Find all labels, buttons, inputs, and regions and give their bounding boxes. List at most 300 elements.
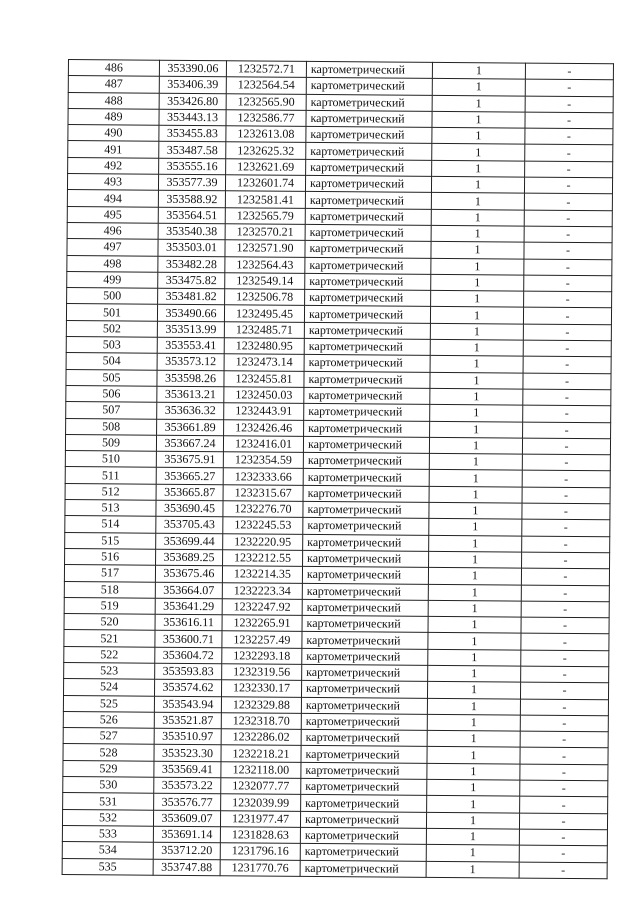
- x-coordinate-cell: 353481.82: [158, 288, 225, 305]
- method-cell: картометрический: [302, 583, 428, 600]
- point-number-cell: 509: [65, 434, 156, 451]
- accuracy-cell: 1: [432, 111, 525, 128]
- accuracy-cell: 1: [430, 388, 523, 405]
- point-number-cell: 529: [63, 760, 154, 777]
- method-cell: картометрический: [302, 567, 428, 584]
- point-number-cell: 530: [63, 777, 154, 794]
- method-cell: картометрический: [304, 371, 430, 388]
- x-coordinate-cell: 353540.38: [158, 223, 225, 240]
- y-coordinate-cell: 1232455.81: [224, 370, 304, 387]
- x-coordinate-cell: 353664.07: [155, 582, 222, 599]
- y-coordinate-cell: 1232506.78: [225, 289, 305, 306]
- x-coordinate-cell: 353712.20: [153, 842, 220, 859]
- y-coordinate-cell: 1231828.63: [220, 827, 300, 844]
- note-cell: -: [523, 356, 611, 373]
- y-coordinate-cell: 1232450.03: [224, 387, 304, 404]
- accuracy-cell: 1: [428, 633, 521, 650]
- point-number-cell: 535: [62, 858, 153, 875]
- accuracy-cell: 1: [430, 421, 523, 438]
- table-body: [62, 60, 613, 879]
- x-coordinate-cell: 353675.46: [155, 565, 222, 582]
- method-cell: картометрический: [306, 110, 432, 127]
- note-cell: -: [525, 112, 613, 129]
- accuracy-cell: 1: [432, 79, 525, 96]
- note-cell: -: [523, 422, 611, 439]
- method-cell: картометрический: [301, 746, 427, 763]
- point-number-cell: 504: [66, 353, 157, 370]
- y-coordinate-cell: 1232571.90: [225, 240, 305, 257]
- point-number-cell: 497: [67, 239, 158, 256]
- accuracy-cell: 1: [429, 470, 522, 487]
- method-cell: картометрический: [302, 648, 428, 665]
- method-cell: картометрический: [303, 518, 429, 535]
- y-coordinate-cell: 1232286.02: [221, 729, 301, 746]
- point-number-cell: 516: [65, 548, 156, 565]
- x-coordinate-cell: 353598.26: [157, 370, 224, 387]
- note-cell: -: [521, 666, 609, 683]
- x-coordinate-cell: 353691.14: [153, 826, 220, 843]
- method-cell: картометрический: [304, 322, 430, 339]
- note-cell: -: [521, 617, 609, 634]
- method-cell: картометрический: [300, 844, 426, 861]
- note-cell: -: [523, 324, 611, 341]
- note-cell: -: [522, 471, 610, 488]
- x-coordinate-cell: 353487.58: [159, 142, 226, 159]
- accuracy-cell: 1: [427, 682, 520, 699]
- method-cell: картометрический: [300, 827, 426, 844]
- x-coordinate-cell: 353521.87: [154, 712, 221, 729]
- note-cell: -: [522, 438, 610, 455]
- method-cell: картометрический: [305, 273, 431, 290]
- note-cell: -: [524, 226, 612, 243]
- point-number-cell: 498: [67, 255, 158, 272]
- y-coordinate-cell: 1232564.54: [226, 77, 306, 94]
- accuracy-cell: 1: [429, 437, 522, 454]
- coordinates-table: [62, 59, 614, 879]
- point-number-cell: 510: [65, 451, 156, 468]
- point-number-cell: 503: [66, 337, 157, 354]
- y-coordinate-cell: 1231796.16: [220, 843, 300, 860]
- y-coordinate-cell: 1232333.66: [223, 468, 303, 485]
- note-cell: -: [521, 633, 609, 650]
- x-coordinate-cell: 353510.97: [154, 728, 221, 745]
- y-coordinate-cell: 1231770.76: [220, 859, 300, 876]
- x-coordinate-cell: 353475.82: [158, 272, 225, 289]
- note-cell: -: [519, 845, 607, 862]
- x-coordinate-cell: 353675.91: [156, 451, 223, 468]
- note-cell: -: [519, 813, 607, 830]
- y-coordinate-cell: 1232247.92: [222, 599, 302, 616]
- method-cell: картометрический: [304, 387, 430, 404]
- accuracy-cell: 1: [427, 747, 520, 764]
- point-number-cell: 534: [62, 842, 153, 859]
- x-coordinate-cell: 353490.66: [157, 305, 224, 322]
- note-cell: -: [524, 177, 612, 194]
- point-number-cell: 533: [62, 825, 153, 842]
- y-coordinate-cell: 1232565.79: [225, 207, 305, 224]
- table-row: [62, 858, 607, 879]
- method-cell: картометрический: [306, 78, 432, 95]
- accuracy-cell: 1: [430, 323, 523, 340]
- x-coordinate-cell: 353573.22: [154, 777, 221, 794]
- accuracy-cell: 1: [427, 796, 520, 813]
- point-number-cell: 495: [67, 206, 158, 223]
- y-coordinate-cell: 1232564.43: [225, 256, 305, 273]
- method-cell: картометрический: [305, 192, 431, 209]
- x-coordinate-cell: 353690.45: [156, 500, 223, 517]
- point-number-cell: 500: [67, 288, 158, 305]
- method-cell: картометрический: [305, 257, 431, 274]
- point-number-cell: 520: [64, 614, 155, 631]
- accuracy-cell: 1: [431, 193, 524, 210]
- accuracy-cell: 1: [428, 568, 521, 585]
- x-coordinate-cell: 353503.01: [158, 239, 225, 256]
- method-cell: картометрический: [303, 469, 429, 486]
- note-cell: -: [520, 796, 608, 813]
- x-coordinate-cell: 353665.27: [156, 468, 223, 485]
- accuracy-cell: 1: [429, 486, 522, 503]
- accuracy-cell: 1: [428, 649, 521, 666]
- accuracy-cell: 1: [427, 698, 520, 715]
- point-number-cell: 528: [63, 744, 154, 761]
- x-coordinate-cell: 353390.06: [159, 60, 226, 77]
- point-number-cell: 501: [66, 304, 157, 321]
- y-coordinate-cell: 1232212.55: [223, 550, 303, 567]
- point-number-cell: 486: [68, 60, 159, 77]
- y-coordinate-cell: 1232480.95: [224, 338, 304, 355]
- note-cell: -: [522, 552, 610, 569]
- note-cell: -: [524, 259, 612, 276]
- x-coordinate-cell: 353667.24: [156, 435, 223, 452]
- note-cell: -: [520, 731, 608, 748]
- y-coordinate-cell: 1232318.70: [221, 713, 301, 730]
- y-coordinate-cell: 1232214.35: [222, 566, 302, 583]
- point-number-cell: 508: [66, 418, 157, 435]
- point-number-cell: 512: [65, 483, 156, 500]
- accuracy-cell: 1: [431, 258, 524, 275]
- y-coordinate-cell: 1232315.67: [223, 484, 303, 501]
- x-coordinate-cell: 353661.89: [157, 419, 224, 436]
- point-number-cell: 493: [67, 174, 158, 191]
- y-coordinate-cell: 1232265.91: [222, 615, 302, 632]
- point-number-cell: 494: [67, 190, 158, 207]
- y-coordinate-cell: 1232426.46: [224, 419, 304, 436]
- point-number-cell: 499: [67, 271, 158, 288]
- note-cell: -: [520, 699, 608, 716]
- y-coordinate-cell: 1232118.00: [221, 761, 301, 778]
- method-cell: картометрический: [302, 615, 428, 632]
- point-number-cell: 491: [68, 141, 159, 158]
- accuracy-cell: 1: [429, 551, 522, 568]
- method-cell: картометрический: [300, 811, 426, 828]
- x-coordinate-cell: 353406.39: [159, 77, 226, 94]
- accuracy-cell: 1: [430, 372, 523, 389]
- x-coordinate-cell: 353616.11: [155, 614, 222, 631]
- x-coordinate-cell: 353513.99: [157, 321, 224, 338]
- x-coordinate-cell: 353482.28: [158, 256, 225, 273]
- accuracy-cell: 1: [429, 535, 522, 552]
- note-cell: -: [520, 682, 608, 699]
- accuracy-cell: 1: [431, 242, 524, 259]
- accuracy-cell: 1: [428, 584, 521, 601]
- accuracy-cell: 1: [429, 519, 522, 536]
- method-cell: картометрический: [300, 860, 426, 877]
- accuracy-cell: 1: [426, 845, 519, 862]
- y-coordinate-cell: 1232416.01: [223, 436, 303, 453]
- x-coordinate-cell: 353641.29: [155, 598, 222, 615]
- point-number-cell: 511: [65, 467, 156, 484]
- method-cell: картометрический: [306, 159, 432, 176]
- accuracy-cell: 1: [428, 600, 521, 617]
- y-coordinate-cell: 1231977.47: [220, 810, 300, 827]
- point-number-cell: 526: [63, 711, 154, 728]
- point-number-cell: 532: [62, 809, 153, 826]
- y-coordinate-cell: 1232293.18: [222, 647, 302, 664]
- accuracy-cell: 1: [430, 307, 523, 324]
- method-cell: картометрический: [302, 632, 428, 649]
- note-cell: -: [525, 145, 613, 162]
- point-number-cell: 524: [64, 679, 155, 696]
- y-coordinate-cell: 1232586.77: [226, 110, 306, 127]
- y-coordinate-cell: 1232039.99: [221, 794, 301, 811]
- note-cell: -: [520, 780, 608, 797]
- y-coordinate-cell: 1232077.77: [221, 778, 301, 795]
- accuracy-cell: 1: [426, 861, 519, 878]
- x-coordinate-cell: 353613.21: [157, 386, 224, 403]
- x-coordinate-cell: 353747.88: [153, 859, 220, 876]
- note-cell: -: [520, 764, 608, 781]
- accuracy-cell: 1: [427, 714, 520, 731]
- method-cell: картометрический: [301, 730, 427, 747]
- note-cell: -: [522, 454, 610, 471]
- accuracy-cell: 1: [426, 828, 519, 845]
- y-coordinate-cell: 1232572.71: [226, 61, 306, 78]
- note-cell: -: [523, 373, 611, 390]
- method-cell: картометрический: [305, 224, 431, 241]
- note-cell: -: [523, 308, 611, 325]
- method-cell: картометрический: [302, 599, 428, 616]
- point-number-cell: 523: [64, 662, 155, 679]
- x-coordinate-cell: 353593.83: [155, 663, 222, 680]
- point-number-cell: 505: [66, 369, 157, 386]
- x-coordinate-cell: 353574.62: [155, 679, 222, 696]
- x-coordinate-cell: 353699.44: [156, 533, 223, 550]
- x-coordinate-cell: 353455.83: [159, 125, 226, 142]
- accuracy-cell: 1: [432, 144, 525, 161]
- y-coordinate-cell: 1232621.69: [226, 159, 306, 176]
- note-cell: -: [522, 519, 610, 536]
- accuracy-cell: 1: [429, 453, 522, 470]
- method-cell: картометрический: [302, 664, 428, 681]
- point-number-cell: 517: [64, 565, 155, 582]
- note-cell: -: [523, 340, 611, 357]
- accuracy-cell: 1: [431, 209, 524, 226]
- note-cell: -: [522, 536, 610, 553]
- method-cell: картометрический: [303, 501, 429, 518]
- point-number-cell: 521: [64, 630, 155, 647]
- accuracy-cell: 1: [431, 291, 524, 308]
- x-coordinate-cell: 353576.77: [154, 794, 221, 811]
- method-cell: картометрический: [306, 127, 432, 144]
- accuracy-cell: 1: [427, 763, 520, 780]
- method-cell: картометрический: [303, 436, 429, 453]
- point-number-cell: 488: [68, 92, 159, 109]
- method-cell: картометрический: [301, 795, 427, 812]
- point-number-cell: 496: [67, 222, 158, 239]
- x-coordinate-cell: 353569.41: [154, 761, 221, 778]
- x-coordinate-cell: 353564.51: [158, 207, 225, 224]
- accuracy-cell: 1: [427, 779, 520, 796]
- method-cell: картометрический: [304, 355, 430, 372]
- y-coordinate-cell: 1232220.95: [223, 533, 303, 550]
- y-coordinate-cell: 1232485.71: [224, 321, 304, 338]
- method-cell: картометрический: [301, 681, 427, 698]
- method-cell: картометрический: [306, 143, 432, 160]
- y-coordinate-cell: 1232613.08: [226, 126, 306, 143]
- y-coordinate-cell: 1232601.74: [225, 175, 305, 192]
- point-number-cell: 490: [68, 125, 159, 142]
- x-coordinate-cell: 353588.92: [158, 191, 225, 208]
- point-number-cell: 518: [64, 581, 155, 598]
- method-cell: картометрический: [301, 697, 427, 714]
- y-coordinate-cell: 1232257.49: [222, 631, 302, 648]
- y-coordinate-cell: 1232245.53: [223, 517, 303, 534]
- accuracy-cell: 1: [432, 128, 525, 145]
- y-coordinate-cell: 1232319.56: [222, 664, 302, 681]
- x-coordinate-cell: 353604.72: [155, 647, 222, 664]
- method-cell: картометрический: [305, 208, 431, 225]
- accuracy-cell: 1: [432, 160, 525, 177]
- x-coordinate-cell: 353443.13: [159, 109, 226, 126]
- x-coordinate-cell: 353426.80: [159, 93, 226, 110]
- note-cell: -: [519, 862, 607, 879]
- point-number-cell: 487: [68, 76, 159, 93]
- point-number-cell: 522: [64, 646, 155, 663]
- y-coordinate-cell: 1232625.32: [226, 142, 306, 159]
- method-cell: картометрический: [301, 762, 427, 779]
- note-cell: -: [525, 79, 613, 96]
- note-cell: -: [520, 715, 608, 732]
- x-coordinate-cell: 353573.12: [157, 354, 224, 371]
- accuracy-cell: 1: [432, 95, 525, 112]
- point-number-cell: 513: [65, 500, 156, 517]
- x-coordinate-cell: 353577.39: [158, 174, 225, 191]
- x-coordinate-cell: 353665.87: [156, 484, 223, 501]
- note-cell: -: [522, 487, 610, 504]
- y-coordinate-cell: 1232354.59: [223, 452, 303, 469]
- note-cell: -: [521, 568, 609, 585]
- note-cell: -: [524, 242, 612, 259]
- x-coordinate-cell: 353689.25: [156, 549, 223, 566]
- accuracy-cell: 1: [432, 62, 525, 79]
- point-number-cell: 492: [68, 157, 159, 174]
- point-number-cell: 519: [64, 597, 155, 614]
- x-coordinate-cell: 353705.43: [156, 517, 223, 534]
- accuracy-cell: 1: [430, 339, 523, 356]
- y-coordinate-cell: 1232276.70: [223, 501, 303, 518]
- note-cell: -: [521, 585, 609, 602]
- note-cell: -: [520, 748, 608, 765]
- x-coordinate-cell: 353609.07: [153, 810, 220, 827]
- note-cell: -: [524, 210, 612, 227]
- method-cell: картометрический: [304, 306, 430, 323]
- point-number-cell: 507: [66, 402, 157, 419]
- method-cell: картометрический: [304, 338, 430, 355]
- y-coordinate-cell: 1232218.21: [221, 745, 301, 762]
- accuracy-cell: 1: [431, 274, 524, 291]
- y-coordinate-cell: 1232443.91: [224, 403, 304, 420]
- point-number-cell: 525: [63, 695, 154, 712]
- point-number-cell: 527: [63, 728, 154, 745]
- accuracy-cell: 1: [426, 812, 519, 829]
- note-cell: -: [524, 275, 612, 292]
- accuracy-cell: 1: [427, 731, 520, 748]
- point-number-cell: 531: [63, 793, 154, 810]
- method-cell: картометрический: [304, 420, 430, 437]
- y-coordinate-cell: 1232495.45: [224, 305, 304, 322]
- point-number-cell: 506: [66, 385, 157, 402]
- note-cell: -: [519, 829, 607, 846]
- y-coordinate-cell: 1232581.41: [225, 191, 305, 208]
- y-coordinate-cell: 1232329.88: [221, 696, 301, 713]
- method-cell: картометрический: [301, 778, 427, 795]
- method-cell: картометрический: [305, 175, 431, 192]
- accuracy-cell: 1: [431, 176, 524, 193]
- method-cell: картометрический: [303, 550, 429, 567]
- y-coordinate-cell: 1232549.14: [225, 273, 305, 290]
- note-cell: -: [523, 405, 611, 422]
- note-cell: -: [525, 128, 613, 145]
- method-cell: картометрический: [306, 61, 432, 78]
- point-number-cell: 514: [65, 516, 156, 533]
- note-cell: -: [521, 601, 609, 618]
- x-coordinate-cell: 353523.30: [154, 745, 221, 762]
- note-cell: -: [523, 389, 611, 406]
- x-coordinate-cell: 353553.41: [157, 337, 224, 354]
- y-coordinate-cell: 1232223.34: [222, 582, 302, 599]
- point-number-cell: 515: [65, 532, 156, 549]
- note-cell: -: [524, 291, 612, 308]
- accuracy-cell: 1: [428, 616, 521, 633]
- point-number-cell: 502: [66, 320, 157, 337]
- x-coordinate-cell: 353555.16: [159, 158, 226, 175]
- method-cell: картометрический: [305, 290, 431, 307]
- x-coordinate-cell: 353600.71: [155, 631, 222, 648]
- method-cell: картометрический: [304, 404, 430, 421]
- accuracy-cell: 1: [430, 405, 523, 422]
- x-coordinate-cell: 353543.94: [154, 696, 221, 713]
- note-cell: -: [521, 650, 609, 667]
- x-coordinate-cell: 353636.32: [157, 402, 224, 419]
- point-number-cell: 489: [68, 108, 159, 125]
- y-coordinate-cell: 1232330.17: [221, 680, 301, 697]
- accuracy-cell: 1: [431, 225, 524, 242]
- accuracy-cell: 1: [430, 356, 523, 373]
- method-cell: картометрический: [303, 534, 429, 551]
- method-cell: картометрический: [303, 485, 429, 502]
- note-cell: -: [524, 193, 612, 210]
- note-cell: -: [525, 161, 613, 178]
- y-coordinate-cell: 1232570.21: [225, 224, 305, 241]
- y-coordinate-cell: 1232473.14: [224, 354, 304, 371]
- method-cell: картометрический: [306, 94, 432, 111]
- method-cell: картометрический: [301, 713, 427, 730]
- note-cell: -: [525, 96, 613, 113]
- note-cell: -: [522, 503, 610, 520]
- accuracy-cell: 1: [429, 502, 522, 519]
- method-cell: картометрический: [305, 241, 431, 258]
- method-cell: картометрический: [303, 452, 429, 469]
